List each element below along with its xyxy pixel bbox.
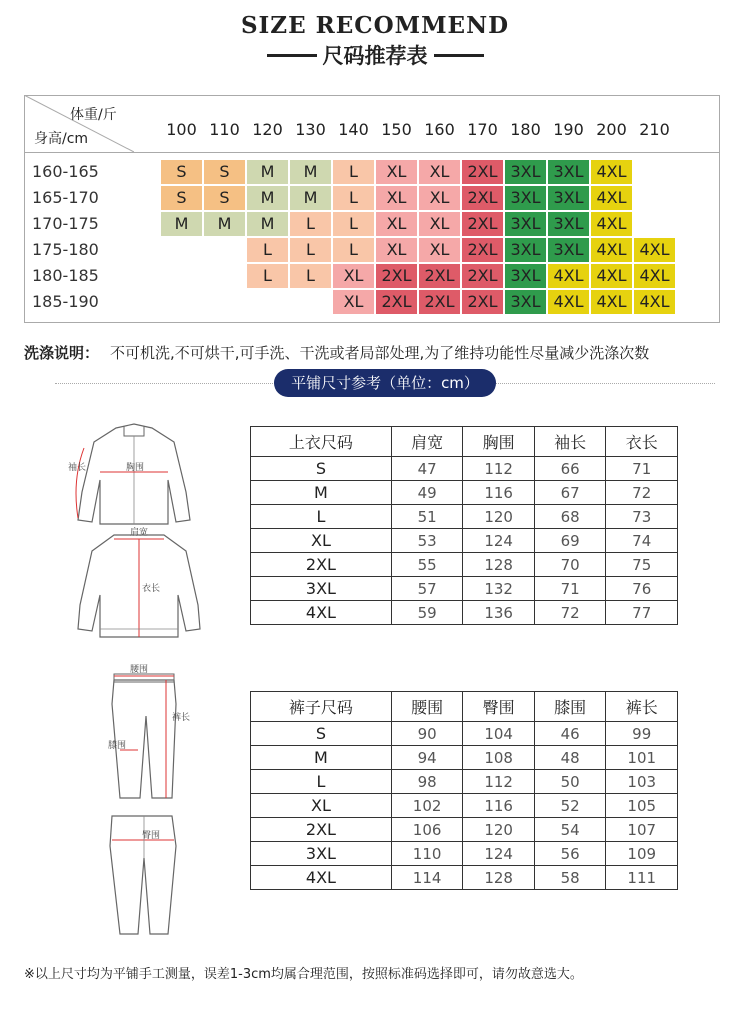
measure-cell: 120 (463, 505, 535, 529)
height-label: 160-165 (32, 162, 99, 181)
size-name-cell: S (251, 722, 392, 746)
measure-cell: 67 (534, 481, 606, 505)
table-header-cell: 裤长 (606, 692, 678, 722)
size-cell: L (290, 264, 331, 288)
table-row (251, 481, 678, 505)
wash-text: 不可机洗,不可烘干,可手洗、干洗或者局部处理,为了维持功能性尽量减少洗涤次数 (110, 344, 650, 362)
size-cell: 2XL (376, 290, 417, 314)
size-cell: L (247, 238, 288, 262)
measure-cell: 106 (391, 818, 463, 842)
measure-cell: 128 (463, 866, 535, 890)
size-name-cell: 2XL (251, 818, 392, 842)
size-cell: 2XL (419, 264, 460, 288)
jacket-sleeve-label: 袖长 (68, 463, 87, 473)
pants-back-sketch (100, 810, 200, 940)
pants-waist-label: 腰围 (130, 665, 149, 675)
table-header-cell: 上衣尺码 (251, 427, 392, 457)
table-row (251, 577, 678, 601)
size-cell: L (290, 212, 331, 236)
measure-cell: 71 (534, 577, 606, 601)
size-name-cell: XL (251, 529, 392, 553)
size-cell: 3XL (548, 238, 589, 262)
measure-cell: 52 (534, 794, 606, 818)
size-cell: 3XL (505, 186, 546, 210)
table-row (251, 866, 678, 890)
weight-label: 210 (639, 120, 670, 139)
size-cell: 3XL (548, 212, 589, 236)
measure-cell: 71 (606, 457, 678, 481)
measure-cell: 116 (463, 794, 535, 818)
size-cell: S (161, 186, 202, 210)
size-name-cell: 3XL (251, 577, 392, 601)
size-cell: 3XL (505, 238, 546, 262)
measure-cell: 72 (606, 481, 678, 505)
table-row (251, 794, 678, 818)
table-header-cell: 腰围 (391, 692, 463, 722)
size-name-cell: 2XL (251, 553, 392, 577)
height-label: 165-170 (32, 188, 99, 207)
size-name-cell: L (251, 505, 392, 529)
size-cell: XL (376, 186, 417, 210)
size-cell: M (247, 186, 288, 210)
size-cell: 4XL (548, 290, 589, 314)
jacket-shoulder-label: 肩宽 (130, 528, 149, 538)
size-cell: L (247, 264, 288, 288)
measure-cell: 116 (463, 481, 535, 505)
pants-table-header (251, 692, 678, 722)
size-cell: 4XL (548, 264, 589, 288)
weight-label: 170 (467, 120, 498, 139)
measure-cell: 112 (463, 770, 535, 794)
pants-knee-label: 膝围 (108, 741, 127, 751)
weight-label: 190 (553, 120, 584, 139)
measure-cell: 66 (534, 457, 606, 481)
size-cell: L (333, 160, 374, 184)
measure-cell: 98 (391, 770, 463, 794)
size-cell: XL (333, 290, 374, 314)
weight-label: 180 (510, 120, 541, 139)
pants-length-label: 裤长 (172, 713, 191, 723)
measure-cell: 70 (534, 553, 606, 577)
title-chinese: 尺码推荐表 (322, 44, 428, 68)
size-cell: 2XL (462, 212, 503, 236)
pants-hip-label: 臀围 (142, 831, 161, 841)
size-cell: 4XL (591, 160, 632, 184)
measure-cell: 90 (391, 722, 463, 746)
top-size-table (250, 426, 678, 625)
measure-cell: 72 (534, 601, 606, 625)
size-cell: XL (376, 238, 417, 262)
measure-cell: 136 (463, 601, 535, 625)
size-cell: XL (376, 212, 417, 236)
size-cell: 4XL (634, 264, 675, 288)
size-cell: XL (419, 186, 460, 210)
table-row (251, 746, 678, 770)
size-cell: M (290, 186, 331, 210)
measure-cell: 53 (391, 529, 463, 553)
jacket-back-sketch (74, 525, 204, 647)
size-cell: 4XL (591, 186, 632, 210)
measure-cell: 120 (463, 818, 535, 842)
size-cell: XL (333, 264, 374, 288)
size-cell: XL (419, 238, 460, 262)
size-cell: 3XL (505, 212, 546, 236)
weight-label: 110 (209, 120, 240, 139)
table-row (251, 722, 678, 746)
size-cell: L (333, 238, 374, 262)
size-cell: 3XL (505, 264, 546, 288)
measure-cell: 50 (534, 770, 606, 794)
top-table-body (251, 457, 678, 625)
table-row (251, 842, 678, 866)
table-header-cell: 臀围 (463, 692, 535, 722)
title-rule-left (267, 54, 317, 57)
weight-label: 150 (381, 120, 412, 139)
weight-label: 200 (596, 120, 627, 139)
measure-cell: 55 (391, 553, 463, 577)
height-label: 175-180 (32, 240, 99, 259)
measure-cell: 46 (534, 722, 606, 746)
table-header-cell: 肩宽 (391, 427, 463, 457)
measure-cell: 132 (463, 577, 535, 601)
measure-cell: 57 (391, 577, 463, 601)
size-cell: M (204, 212, 245, 236)
size-cell: 2XL (462, 186, 503, 210)
size-cell: 4XL (591, 290, 632, 314)
height-label: 180-185 (32, 266, 99, 285)
measure-cell: 74 (606, 529, 678, 553)
measure-cell: 114 (391, 866, 463, 890)
table-row (251, 529, 678, 553)
measure-cell: 103 (606, 770, 678, 794)
weight-label: 120 (252, 120, 283, 139)
measure-cell: 102 (391, 794, 463, 818)
measure-cell: 101 (606, 746, 678, 770)
measure-cell: 109 (606, 842, 678, 866)
measure-cell: 111 (606, 866, 678, 890)
measure-cell: 48 (534, 746, 606, 770)
measure-cell: 76 (606, 577, 678, 601)
table-header-cell: 袖长 (534, 427, 606, 457)
jacket-chest-label: 胸围 (126, 463, 145, 473)
measure-cell: 99 (606, 722, 678, 746)
top-table-header (251, 427, 678, 457)
measure-cell: 94 (391, 746, 463, 770)
measure-cell: 107 (606, 818, 678, 842)
size-cell: S (161, 160, 202, 184)
table-row (251, 601, 678, 625)
measure-cell: 105 (606, 794, 678, 818)
size-cell: 2XL (419, 290, 460, 314)
flat-measure-badge: 平铺尺寸参考（单位：cm） (274, 369, 496, 397)
size-cell: S (204, 186, 245, 210)
size-cell: 4XL (634, 238, 675, 262)
measure-cell: 54 (534, 818, 606, 842)
size-cell: L (290, 238, 331, 262)
size-cell: 3XL (548, 186, 589, 210)
jacket-length-label: 衣长 (142, 584, 161, 594)
size-cell: 3XL (548, 160, 589, 184)
height-label: 170-175 (32, 214, 99, 233)
measure-cell: 68 (534, 505, 606, 529)
size-cell: 2XL (462, 238, 503, 262)
size-cell: M (247, 160, 288, 184)
size-cell: XL (419, 212, 460, 236)
measure-cell: 104 (463, 722, 535, 746)
size-cell: S (204, 160, 245, 184)
measure-cell: 110 (391, 842, 463, 866)
size-name-cell: XL (251, 794, 392, 818)
title-english: SIZE RECOMMEND (240, 12, 510, 39)
table-header-cell: 裤子尺码 (251, 692, 392, 722)
table-row (251, 818, 678, 842)
corner-weight-label: 体重/斤 (70, 107, 117, 123)
table-header-cell: 膝围 (534, 692, 606, 722)
size-name-cell: M (251, 481, 392, 505)
measure-cell: 128 (463, 553, 535, 577)
table-header-cell: 胸围 (463, 427, 535, 457)
size-cell: M (290, 160, 331, 184)
size-cell: 4XL (591, 264, 632, 288)
size-cell: M (247, 212, 288, 236)
table-row (251, 457, 678, 481)
jacket-front-sketch (64, 420, 204, 532)
height-label: 185-190 (32, 292, 99, 311)
size-cell: 4XL (634, 290, 675, 314)
footnote: ※以上尺寸均为平铺手工测量，误差1-3cm均属合理范围，按照标准码选择即可，请勿故意选大。 (24, 967, 583, 982)
size-cell: 4XL (591, 212, 632, 236)
weight-label: 130 (295, 120, 326, 139)
size-name-cell: 3XL (251, 842, 392, 866)
pants-front-sketch (100, 664, 200, 804)
measure-cell: 47 (391, 457, 463, 481)
corner-height-label: 身高/cm (34, 131, 89, 147)
weight-label: 140 (338, 120, 369, 139)
weight-label: 160 (424, 120, 455, 139)
title-chinese-row (0, 40, 750, 70)
weight-label: 100 (166, 120, 197, 139)
measure-cell: 112 (463, 457, 535, 481)
table-row (251, 553, 678, 577)
size-cell: 3XL (505, 290, 546, 314)
pants-size-table (250, 691, 678, 890)
measure-cell: 77 (606, 601, 678, 625)
size-cell: XL (376, 160, 417, 184)
table-row (251, 505, 678, 529)
measure-cell: 124 (463, 529, 535, 553)
title-rule-right (434, 54, 484, 57)
size-name-cell: M (251, 746, 392, 770)
measure-cell: 69 (534, 529, 606, 553)
size-cell: 2XL (376, 264, 417, 288)
size-name-cell: L (251, 770, 392, 794)
pants-table-body (251, 722, 678, 890)
size-cell: XL (419, 160, 460, 184)
size-name-cell: 4XL (251, 601, 392, 625)
table-header-cell: 衣长 (606, 427, 678, 457)
size-cell: M (161, 212, 202, 236)
size-cell: 2XL (462, 290, 503, 314)
table-row (251, 770, 678, 794)
size-cell: 2XL (462, 264, 503, 288)
size-cell: 3XL (505, 160, 546, 184)
size-name-cell: 4XL (251, 866, 392, 890)
size-name-cell: S (251, 457, 392, 481)
size-cell: 4XL (591, 238, 632, 262)
measure-cell: 51 (391, 505, 463, 529)
measure-cell: 59 (391, 601, 463, 625)
measure-cell: 75 (606, 553, 678, 577)
wash-label: 洗涤说明： (24, 344, 100, 362)
measure-cell: 56 (534, 842, 606, 866)
measure-cell: 108 (463, 746, 535, 770)
size-cell: L (333, 186, 374, 210)
measure-cell: 58 (534, 866, 606, 890)
measure-cell: 49 (391, 481, 463, 505)
measure-cell: 124 (463, 842, 535, 866)
measure-cell: 73 (606, 505, 678, 529)
size-cell: L (333, 212, 374, 236)
size-cell: 2XL (462, 160, 503, 184)
